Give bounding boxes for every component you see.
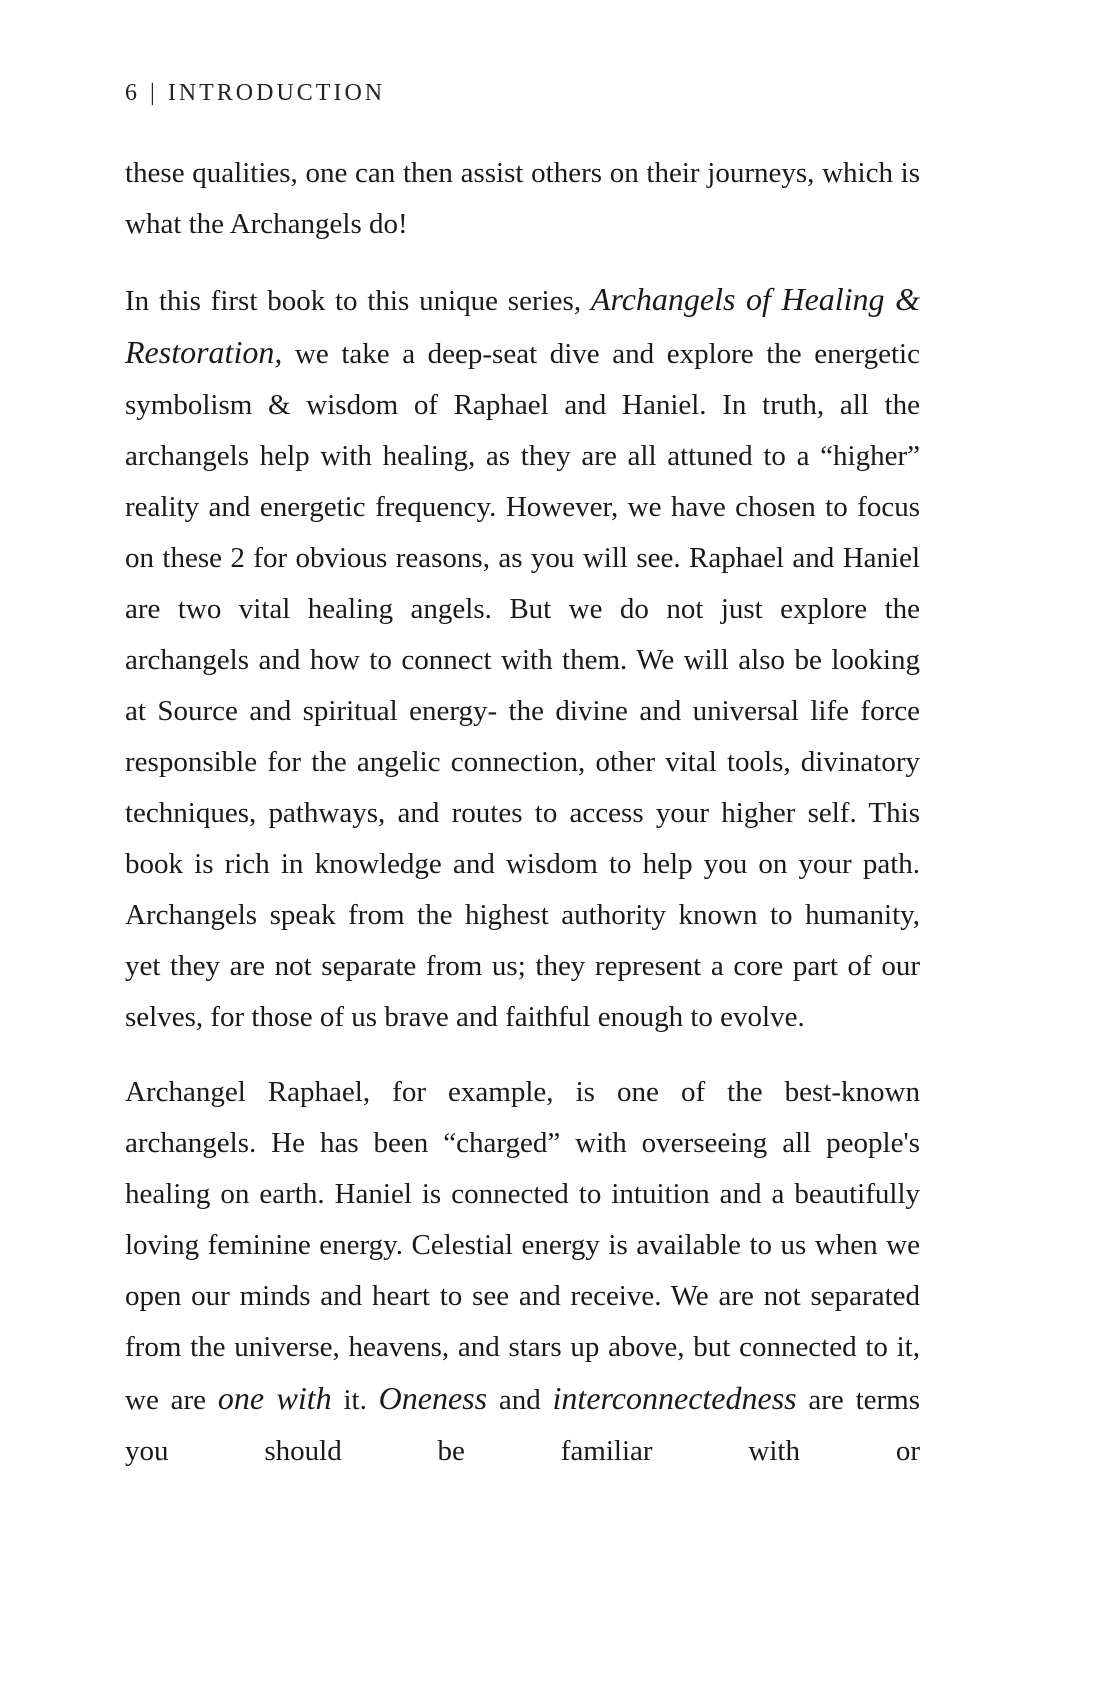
paragraph-continuation bbox=[125, 148, 920, 250]
paragraph-lead: In this first book to this unique series, bbox=[125, 285, 591, 317]
paragraph-rest: are terms you should be familiar with or bbox=[125, 1384, 921, 1467]
paragraph-lead: Archangel Raphael, for example, is one of the best-known archangels. He has been “charged” with overseeing all people's healing on earth. Haniel is connected to intuition and a beautifully loving feminine energy. Celestial energy is available to us when we open our minds and heart to see and receive. We are not separated from the universe, heavens, and stars up above, but connected to it, we are bbox=[125, 1076, 920, 1416]
emphasis-oneness: Oneness bbox=[378, 1380, 488, 1416]
book-title: Archangels of Healing & Restoration, bbox=[125, 281, 920, 370]
paragraph-mid-2: and bbox=[487, 1384, 553, 1416]
emphasis-interconnectedness: interconnectedness bbox=[552, 1380, 797, 1416]
paragraph-text: these qualities, one can then assist others on their journeys, which is what the Archangels do! bbox=[125, 157, 920, 240]
page-number: 6 bbox=[125, 80, 140, 106]
paragraph-series-intro bbox=[125, 274, 920, 1043]
section-title: INTRODUCTION bbox=[167, 80, 386, 106]
paragraph-raphael bbox=[125, 1067, 920, 1477]
body-text bbox=[125, 148, 920, 1501]
paragraph-rest: we take a deep-seat dive and explore the energetic symbolism & wisdom of Raphael and Haniel. In truth, all the archangels help with healing, as they are all attuned to a “higher” reality and energetic frequency. However, we have chosen to focus on these 2 for obvious reasons, as you will see. Raphael and Haniel are two vital healing angels. But we do not just explore the archangels and how to connect with them. We will also be looking at Source and spiritual energy- the divine and universal life force responsible for the angelic connection, other vital tools, divinatory techniques, pathways, and routes to access your higher self. This book is rich in knowledge and wisdom to help you on your path. Archangels speak from the highest authority known to humanity, yet they are not separate from us; they represent a core part of our selves, for those of us brave and faithful enough to evolve. bbox=[125, 338, 920, 1033]
header-separator: | bbox=[150, 80, 158, 106]
paragraph-mid: it. bbox=[331, 1384, 379, 1416]
emphasis-one-with: one with bbox=[217, 1380, 332, 1416]
running-head bbox=[125, 80, 385, 107]
